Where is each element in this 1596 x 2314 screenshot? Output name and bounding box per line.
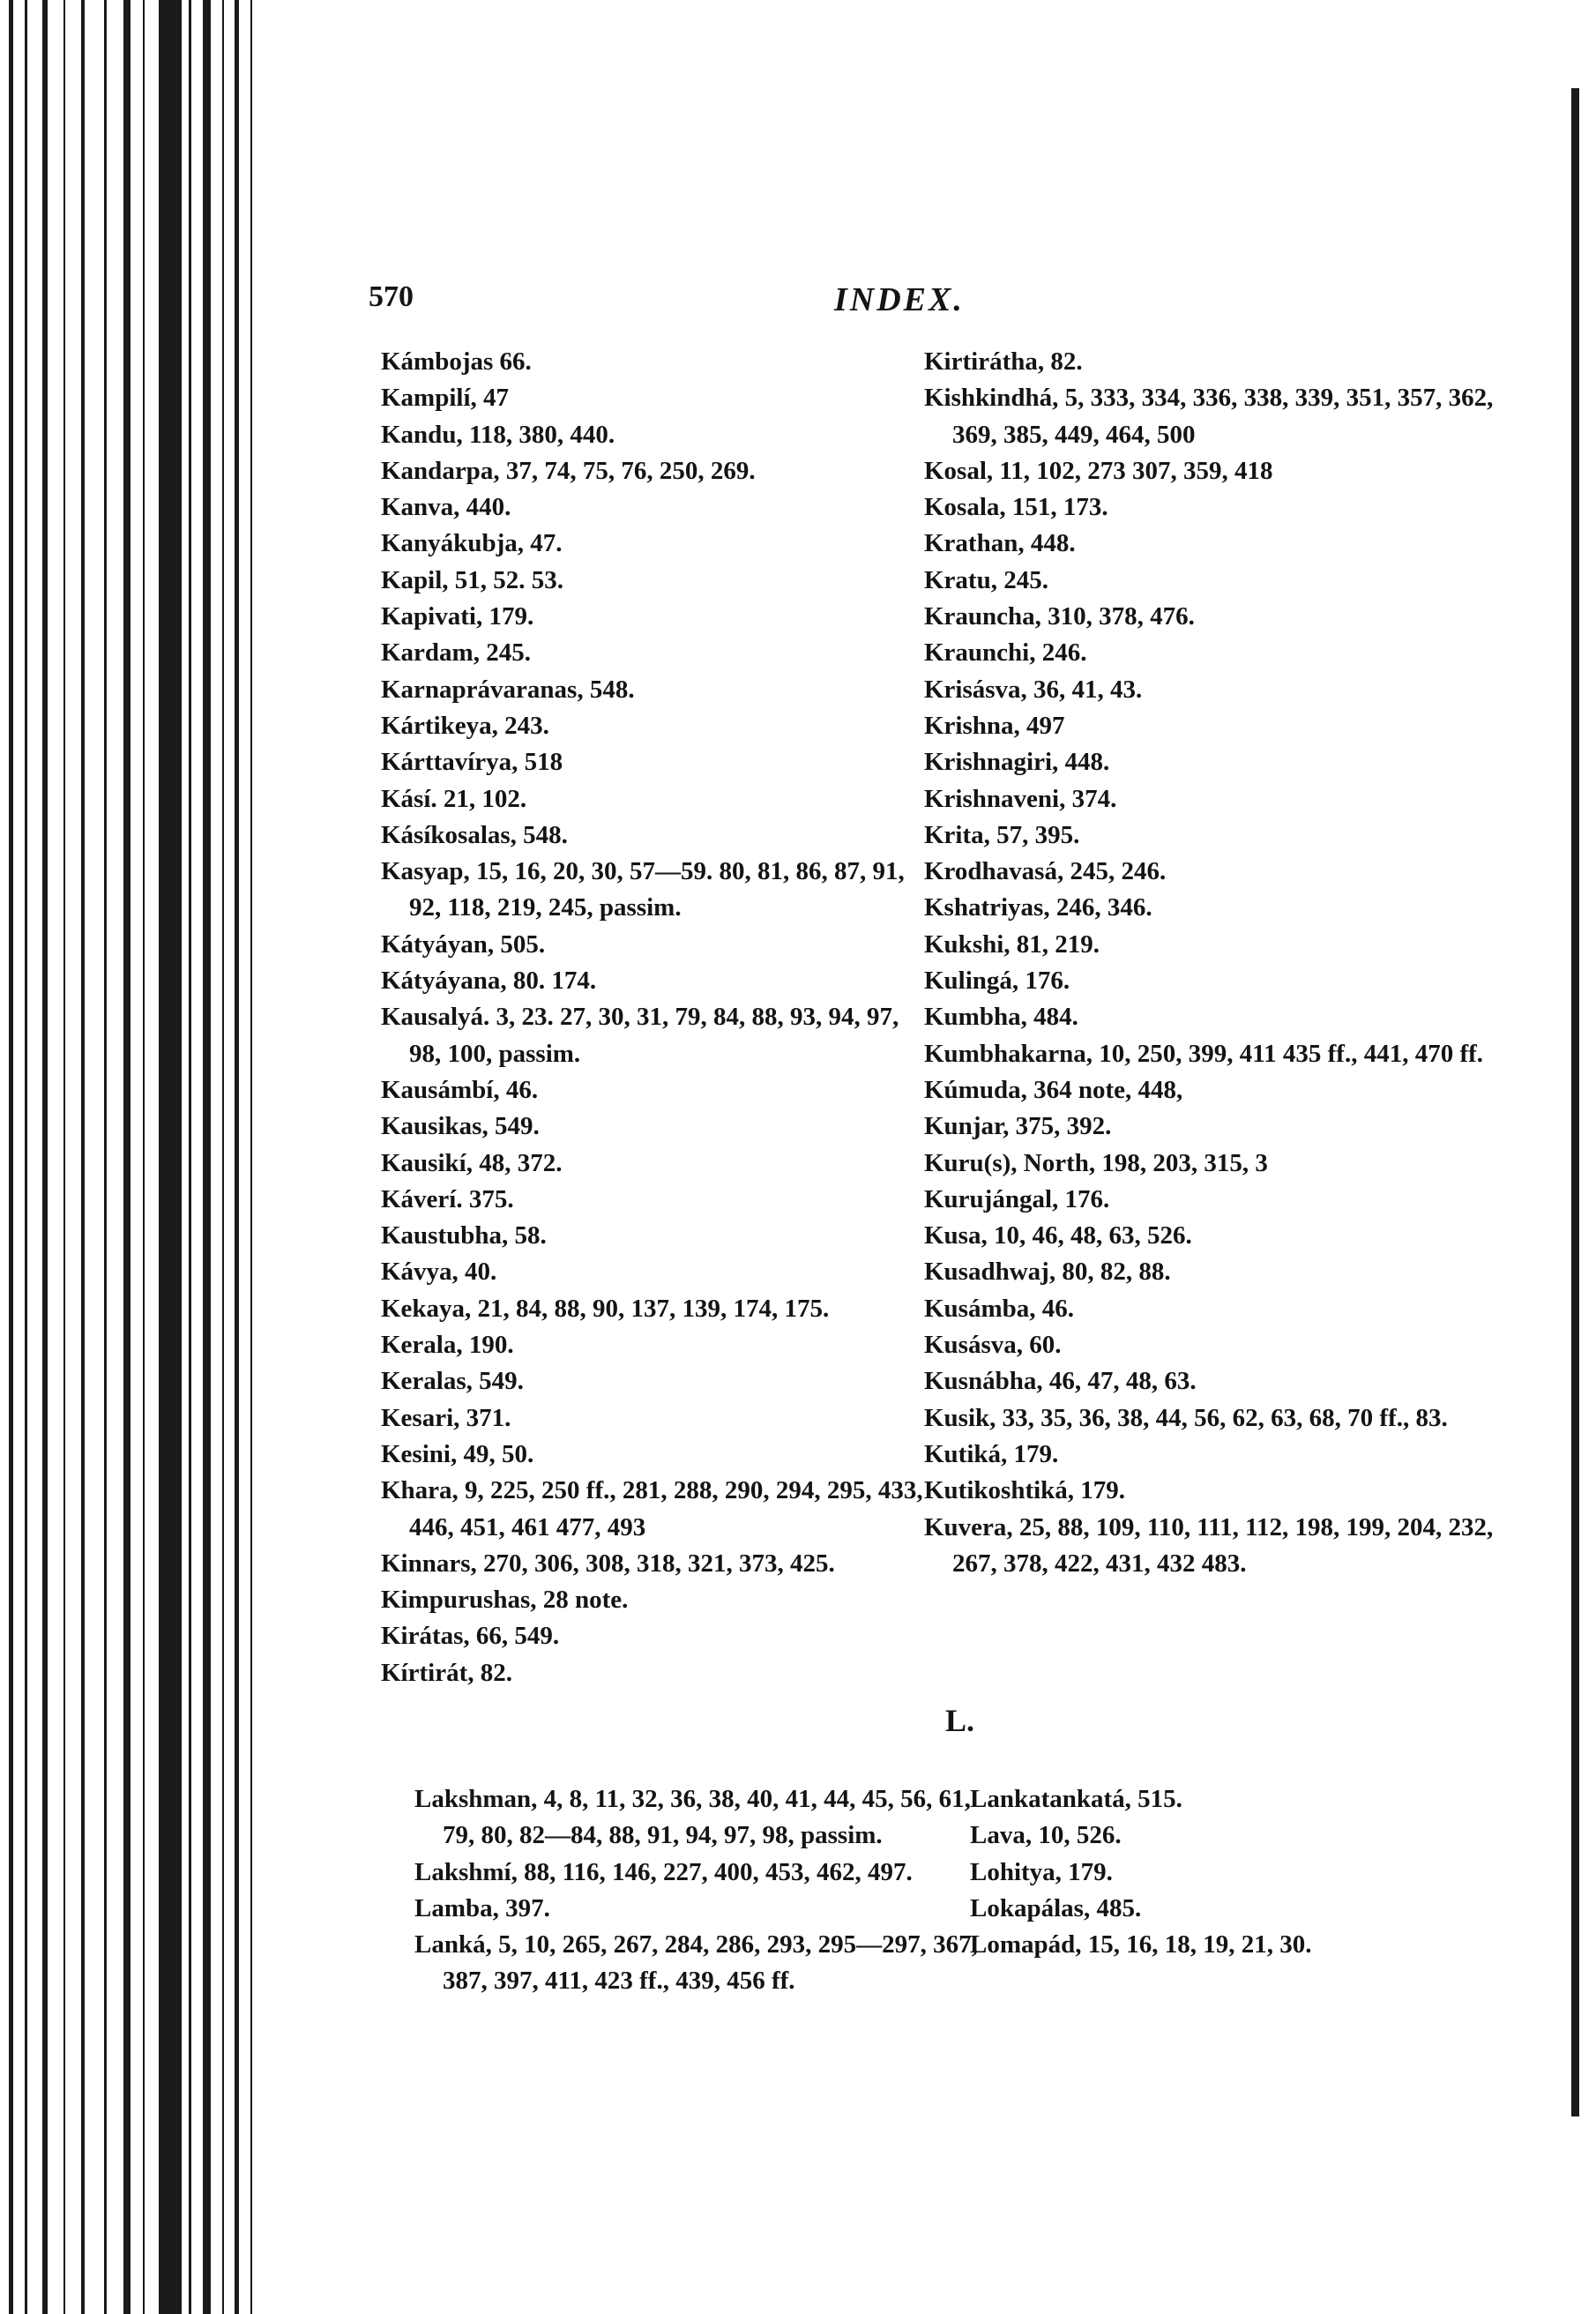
index-entry: Kusa, 10, 46, 48, 63, 526. xyxy=(924,1221,1192,1250)
index-entry: Kampilí, 47 xyxy=(381,384,510,413)
index-column-left-l xyxy=(414,1781,979,2000)
index-entry: Lohitya, 179. xyxy=(970,1857,1113,1886)
index-entry: Kanva, 440. xyxy=(381,493,511,522)
index-entry: Krisásva, 36, 41, 43. xyxy=(924,675,1143,704)
index-column-right-k xyxy=(924,344,1524,1582)
index-entry: Kuvera, 25, 88, 109, 110, 111, 112, 198, 199, 204, 232, 267, 378, 422, 431, 432 483. xyxy=(924,1512,1494,1578)
index-entry: Lankatankatá, 515. xyxy=(970,1785,1182,1813)
index-entry: Kutikoshtiká, 179. xyxy=(924,1476,1126,1505)
index-entry: Kosal, 11, 102, 273 307, 359, 418 xyxy=(924,456,1273,485)
index-entry: Kausikí, 48, 372. xyxy=(381,1148,563,1177)
index-entry: Kukshi, 81, 219. xyxy=(924,929,1100,959)
index-entry: Kaustubha, 58. xyxy=(381,1221,547,1250)
index-entry: Kosala, 151, 173. xyxy=(924,493,1108,522)
running-title: INDEX. xyxy=(834,281,965,318)
index-entry: Kinnars, 270, 306, 308, 318, 321, 373, 425. xyxy=(381,1549,835,1578)
index-entry: Khara, 9, 225, 250 ff., 281, 288, 290, 294, 295, 433, 446, 451, 461 477, 493 xyxy=(381,1476,923,1541)
index-entry: Kúmuda, 364 note, 448, xyxy=(924,1075,1183,1104)
section-letter-l: L. xyxy=(945,1703,975,1738)
index-entry: Kausikas, 549. xyxy=(381,1112,540,1141)
index-entry: Kátyáyan, 505. xyxy=(381,929,546,959)
index-entry: Kurujángal, 176. xyxy=(924,1184,1110,1213)
index-entry: Kásí. 21, 102. xyxy=(381,784,527,813)
index-entry: Kirátas, 66, 549. xyxy=(381,1622,560,1651)
index-entry: Kanyákubja, 47. xyxy=(381,529,563,558)
index-entry: Krathan, 448. xyxy=(924,529,1076,558)
index-entry: Lakshmí, 88, 116, 146, 227, 400, 453, 462, 497. xyxy=(414,1857,913,1886)
index-entry: Kimpurushas, 28 note. xyxy=(381,1586,629,1615)
index-entry: Kratu, 245. xyxy=(924,565,1048,594)
index-entry: Kesari, 371. xyxy=(381,1403,511,1432)
index-entry: Kusik, 33, 35, 36, 38, 44, 56, 62, 63, 68, 70 ff., 83. xyxy=(924,1403,1448,1432)
index-entry: Kunjar, 375, 392. xyxy=(924,1112,1112,1141)
index-entry: Karnaprávaranas, 548. xyxy=(381,675,635,704)
index-entry: Lokapálas, 485. xyxy=(970,1893,1142,1922)
index-entry: Kárttavírya, 518 xyxy=(381,748,563,777)
index-entry: Krauncha, 310, 378, 476. xyxy=(924,602,1195,631)
index-entry: Kutiká, 179. xyxy=(924,1439,1059,1468)
index-entry: Kandu, 118, 380, 440. xyxy=(381,420,615,449)
index-entry: Kusnábha, 46, 47, 48, 63. xyxy=(924,1367,1197,1396)
index-entry: Kuru(s), North, 198, 203, 315, 3 xyxy=(924,1148,1268,1177)
index-entry: Kausalyá. 3, 23. 27, 30, 31, 79, 84, 88, 93, 94, 97, 98, 100, passim. xyxy=(381,1003,899,1068)
index-entry: Kekaya, 21, 84, 88, 90, 137, 139, 174, 175. xyxy=(381,1294,830,1323)
index-entry: Kausámbí, 46. xyxy=(381,1075,539,1104)
index-entry: Lamba, 397. xyxy=(414,1893,550,1922)
index-entry: Kirtirátha, 82. xyxy=(924,347,1083,376)
index-entry: Kumbhakarna, 10, 250, 399, 411 435 ff., 441, 470 ff. xyxy=(924,1039,1484,1068)
index-entry: Kírtirát, 82. xyxy=(381,1658,512,1687)
index-entry: Lakshman, 4, 8, 11, 32, 36, 38, 40, 41, 44, 45, 56, 61, 79, 80, 82—84, 88, 91, 94, 97, 98, passim. xyxy=(414,1785,971,1850)
index-entry: Krishnagiri, 448. xyxy=(924,748,1110,777)
index-column-left-k xyxy=(381,344,936,1691)
index-entry: Krishnaveni, 374. xyxy=(924,784,1117,813)
index-entry: Krodhavasá, 245, 246. xyxy=(924,857,1167,886)
index-entry: Kásíkosalas, 548. xyxy=(381,820,568,849)
index-entry: Kasyap, 15, 16, 20, 30, 57—59. 80, 81, 86, 87, 91, 92, 118, 219, 245, passim. xyxy=(381,857,905,922)
index-entry: Lanká, 5, 10, 265, 267, 284, 286, 293, 295—297, 367, 387, 397, 411, 423 ff., 439, 456 ff. xyxy=(414,1930,978,1996)
index-entry: Kesini, 49, 50. xyxy=(381,1439,534,1468)
right-margin-rule xyxy=(1571,88,1579,2116)
index-entry: Kapivati, 179. xyxy=(381,602,534,631)
index-entry: Kishkindhá, 5, 333, 334, 336, 338, 339, 351, 357, 362, 369, 385, 449, 464, 500 xyxy=(924,384,1494,449)
index-entry: Kardam, 245. xyxy=(381,638,531,668)
index-entry: Krita, 57, 395. xyxy=(924,820,1080,849)
index-entry: Kusámba, 46. xyxy=(924,1294,1075,1323)
index-entry: Kulingá, 176. xyxy=(924,967,1070,996)
page-header xyxy=(369,280,1533,325)
index-column-right-l xyxy=(970,1781,1499,1963)
index-entry: Kártikeya, 243. xyxy=(381,711,549,740)
index-entry: Kusásva, 60. xyxy=(924,1331,1062,1360)
index-entry: Lava, 10, 526. xyxy=(970,1821,1122,1850)
index-entry: Kerala, 190. xyxy=(381,1331,514,1360)
index-entry: Kraunchi, 246. xyxy=(924,638,1087,668)
index-entry: Lomapád, 15, 16, 18, 19, 21, 30. xyxy=(970,1930,1312,1959)
index-entry: Kshatriyas, 246, 346. xyxy=(924,893,1152,922)
index-entry: Káverí. 375. xyxy=(381,1184,514,1213)
index-entry: Keralas, 549. xyxy=(381,1367,524,1396)
index-entry: Kapil, 51, 52. 53. xyxy=(381,565,564,594)
index-entry: Kusadhwaj, 80, 82, 88. xyxy=(924,1258,1171,1287)
index-entry: Kandarpa, 37, 74, 75, 76, 250, 269. xyxy=(381,456,756,485)
index-entry: Kátyáyana, 80. 174. xyxy=(381,967,597,996)
index-entry: Kumbha, 484. xyxy=(924,1003,1078,1032)
index-entry: Kávya, 40. xyxy=(381,1258,497,1287)
index-entry: Krishna, 497 xyxy=(924,711,1065,740)
page-number: 570 xyxy=(369,280,414,313)
page-edge-scan-artifact xyxy=(0,0,265,2314)
index-entry: Kámbojas 66. xyxy=(381,347,532,376)
